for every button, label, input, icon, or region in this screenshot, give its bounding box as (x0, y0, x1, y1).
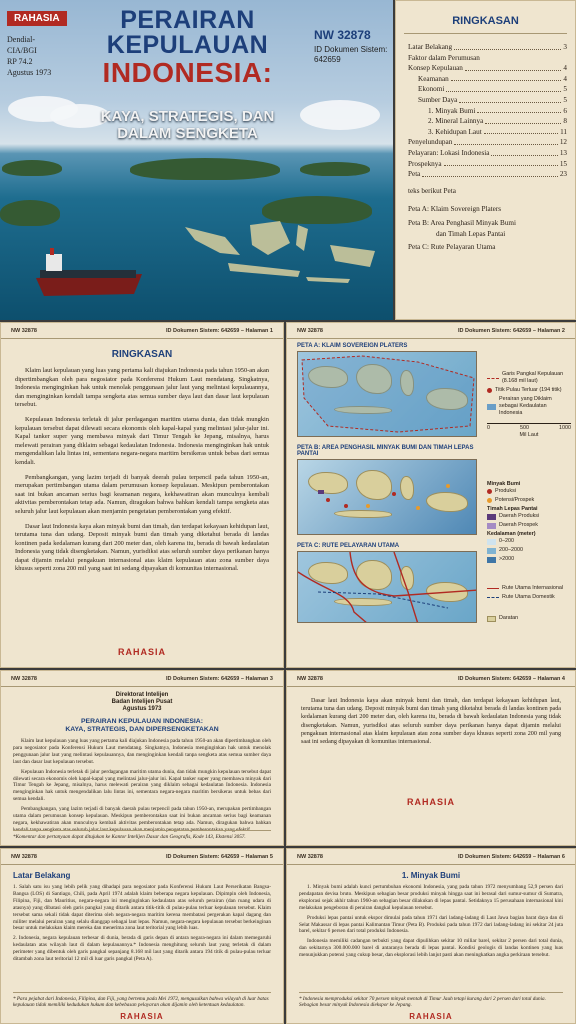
toc-item-page: 3 (563, 43, 567, 51)
legend-item (487, 396, 571, 417)
swatch-icon (487, 548, 496, 554)
page-nw: NW 32878 (297, 328, 323, 334)
toc-leader (465, 63, 562, 71)
page-doc-id: ID Dokumen Sistem: 642659 – Halaman 1 (166, 328, 273, 334)
shipping-routes (298, 552, 477, 623)
classification-stamp: RAHASIA (117, 647, 166, 657)
island (130, 158, 280, 180)
page-nw: NW 32878 (297, 854, 323, 860)
map-b-legend (487, 481, 571, 565)
production-markers (298, 460, 477, 535)
toc-item-label: Pelayaran: Lokasi Indonesia (408, 148, 490, 157)
toc-item-label: Prospeknya (408, 159, 442, 168)
document-number: NW 32878 (314, 28, 371, 42)
toc-item-page: 6 (563, 106, 567, 115)
legend-label: Daerah Produksi (499, 513, 540, 519)
swatch-icon (487, 539, 496, 545)
footnote: * Indonesia memproduksi sekitar 70 persen minyak mentah di Timur Jauh tetapi kurang dari 2 persen dari total dunia. Sebagian besar minyak Indonesia diekspor ke Jepang. (299, 992, 563, 1009)
agency-line: Agustus 1973 (122, 706, 162, 712)
doc-id-value: 642659 (314, 55, 341, 64)
cover-subtitle-line: DALAM SENGKETA (117, 125, 258, 142)
doc-id-label: ID Dokumen Sistem: (314, 45, 388, 54)
toc-leader (484, 127, 558, 135)
page-header (1, 671, 283, 687)
paragraph: Kepulauan Indonesia terletak di jalur perdagangan maritim utama dunia, dan tidak mungkin kepulauan tersebut dapat dilewati secara ekonomis oleh kapal-kapal yang melintasi jalur-jalur ini. Kapal tanker super yang membawa minyak dari Timur Tengah ke Jepang, misalnya, harus melewati perairan yang diklaim sebagai kedaulatan Indonesia. Indonesia menginginkan hak untuk mengendalikan lalu lintas ini, sementara negara-negara maritim bersikeras untuk bebas dari semua kendali. (15, 415, 269, 466)
toc-leader (422, 169, 557, 177)
toc-item[interactable] (396, 63, 575, 74)
system-document-id (314, 45, 392, 65)
paragraph: Pembangkangan, yang lazim terjadi di banyak deerah pulau terpencil pada tahun 1950-an, merupakan pertimbangan utama dalam perumusan konsep kepulauan. Meskipun pemberontakan saat ini bukan ancaman serius bagi keamanan negara, kekhawatiran akan munculnya kembali aktivitas pemberontakan tetap ada. Namun, diragukan bahwa bahkan kendali tampa sengketa atas seluruh jalur laut kepulauan akan menjamin pengetatan pemberontakan yang efektif. (15, 473, 269, 515)
page-doc-id: ID Dokumen Sistem: 642659 – Halaman 3 (166, 676, 273, 682)
table-of-contents (395, 0, 576, 320)
toc-follow-label: teks berikut Peta (408, 186, 456, 195)
legend-heading: Timah Lepas Pantai (487, 506, 538, 512)
island (0, 200, 60, 226)
swatch-icon (487, 557, 496, 563)
legend-item (487, 513, 571, 520)
toc-item-label: Ekonomi (418, 85, 445, 94)
toc-item-page: 13 (559, 148, 567, 157)
toc-item[interactable] (396, 95, 575, 106)
toc-item-page: 4 (563, 74, 567, 83)
map-c-legend (487, 585, 571, 624)
paragraph: Dasar laut Indonesia kaya akan minyak bumi dan timah, dan terdapat kekayaan kehidupan laut, terutama tuna dan udang. Deposit minyak bumi dan timah yang diketahui berada di landas kontinen pada kedalaman kurang dari 200 meter dan, oleh karena itu, berada di bawah kedaulatan Indonesia yang tidak disengketakan. Namun, yurisdiksi atas seluruh sumber daya perikanan hanya dapat dijamin melalui pengakuan internasional atas klaim kepulauan atau zona sumber daya khusus seperti zona 200 mil yang saat ini sedang dipayakan di komunitas internasional. (15, 522, 269, 573)
scale-unit: Mil Laut (519, 432, 539, 438)
page-doc-id: ID Dokumen Sistem: 642659 – Halaman 4 (458, 676, 565, 682)
cover-subtitle-line: KAYA, STRATEGIS, DAN (100, 108, 275, 125)
scale-tick: 500 (520, 425, 529, 431)
swatch-icon (487, 514, 496, 520)
paragraph: Klaim laut kepulauan yang luas yang pertama kali diajukan Indonesia pada tahun 1950-an akan dipertimbangkan oleh para negosiator pada Konferensi Hukum Laut mendatang. Singkatnya, Indonesia menginginkan hak untuk menolak penggunaan jalur laut yang melintasi kepulauannya, dan menginginkan kendali tampa sengketa atas semua sumber daya laut dan dasar laut kepulauan tersebut. (15, 367, 270, 409)
page-nw: NW 32878 (297, 676, 323, 682)
scale-bar (487, 423, 571, 432)
toc-item-label: Penyelundupan (408, 138, 453, 147)
legend-label: Daratan (499, 615, 519, 621)
classification-stamp: RAHASIA (409, 1012, 453, 1021)
toc-item-label: Keamanan (418, 74, 449, 83)
cloud (300, 100, 380, 130)
toc-item[interactable] (396, 127, 575, 138)
toc-item-page: 4 (563, 64, 567, 73)
legend-item (487, 615, 571, 622)
paragraph: 1. Minyak bumi adalah kunci pertumbuhan ekonomi Indonesia, yang pada tahun 1972 menyumbang 52,9 persen dari pendapatan devisa bruto. Meskipun sebagian besar produksi minyak hingga saat ini berasal dari sumur-sumur di Sumatra, eksplorasi sejak akhir tahun 1960-an sebagian besar dilakukan di lepas pantai. Setidaknya 15 perusahaan internasional kini melakukan pengeboran di perairan dangkal kepulauan tersebut. (299, 884, 563, 911)
legend-item (487, 522, 571, 529)
title-line: KAYA, STRATEGIS, DAN DIPERSENGKETAKAN (65, 726, 219, 733)
toc-list (396, 42, 575, 180)
footnote: * Para pejabat dari Indonesia, Filipina, dan Fiji, yang bertemu pada Mei 1972, mengusulkan bahwa wilayah di luar batas kepulauan tidak memiliki kedudukan hukum dan kebebasan pelayaran akan dijamin oleh ketentuan kedaulatan. (13, 992, 271, 1009)
toc-map-item[interactable]: dan Timah Lepas Pantai (436, 229, 506, 238)
point-icon (487, 489, 492, 494)
page-header (1, 849, 283, 865)
swatch-icon (487, 404, 496, 410)
reference-line: RP 74.2 (7, 57, 33, 66)
paragraph: Dasar laut Indonesia kaya akan minyak bumi dan timah, dan terdapat kekayaan kehidupan laut, terutama tuna dan udang. Deposit minyak bumi dan timah yang diketahui berada di landas kontinen pada kedalaman kurang dari 200 meter dan, oleh karena itu, berada di bawah kedaulatan Indonesia yang tidak disengketakan. Namun, yurisdiksi atas seluruh sumber daya perikanan hanya dapat dijamin melalui pengakuan internasional atas klaim kepulauan atau zona sumber daya khusus seperti zona 200 mil yang saat ini sedang dipayakan di komunitas internasional. (301, 698, 561, 746)
scale-tick: 1000 (559, 425, 571, 431)
swatch-icon (487, 616, 496, 622)
legend-heading: Minyak Bumi (487, 481, 521, 487)
legend-item (487, 556, 571, 563)
page-title: RINGKASAN (111, 349, 173, 360)
page-nw: NW 32878 (11, 676, 37, 682)
legend-label: Daerah Prospek (499, 522, 538, 528)
toc-leader (459, 95, 561, 103)
toc-item-page: 12 (559, 138, 567, 147)
toc-map-item[interactable]: Peta C: Rute Pelayaran Utama (408, 243, 496, 252)
toc-item[interactable] (396, 74, 575, 85)
agency-line: Direktorat Intelijen (115, 692, 169, 698)
page-5-background (0, 848, 284, 1024)
toc-item[interactable] (396, 42, 575, 53)
tanker-ship (34, 248, 144, 300)
agency-block (1, 692, 283, 713)
legend-heading: Kedalaman (meter) (487, 531, 536, 537)
toc-item-page: 5 (563, 95, 567, 104)
toc-item-page: 15 (559, 159, 567, 168)
paragraph: Indonesia memiliki cadangan terbukti yang dapat dipulihkan sekitar 10 miliar barel, sekitar 2 persen dari total dunia, dan sekitarnya 300.000.000 barel di antaranya berada di lepas pantai. Kondisi geologis di landas kontinen yang luas menunjukkan potensi yang cukup besar, dan eksplorasi lebih lanjut pasti akan meningkatkan angka perkiraan tersebut. (299, 938, 563, 959)
map-c (297, 551, 477, 623)
toc-item-label: Latar Belakang (408, 43, 453, 51)
reference-line: Dendial- (7, 35, 35, 44)
footnote: *Komentar dan pertanyaan dapat ditujukan ke Kantor Intelijen Dasar dan Geografis, Kode 143, Ekstensi 3057. (13, 830, 271, 841)
toc-item[interactable] (396, 116, 575, 127)
toc-item[interactable] (396, 53, 575, 64)
toc-item[interactable] (396, 159, 575, 170)
legend-label: 200–2000 (499, 547, 523, 553)
toc-leader (446, 84, 561, 92)
cover-title (70, 8, 305, 88)
toc-map-item[interactable]: Peta B: Area Penghasil Minyak Bumi (408, 218, 517, 227)
toc-leader (477, 106, 561, 114)
section-title: Latar Belakang (13, 871, 71, 880)
toc-item[interactable] (396, 84, 575, 95)
legend-label: Potensi/Prospek (495, 497, 535, 503)
legend-item (487, 538, 571, 545)
point-icon (487, 498, 492, 503)
route-line-icon (487, 597, 499, 598)
classification-stamp: RAHASIA (406, 797, 455, 807)
page-6-petroleum (286, 848, 576, 1024)
toc-item[interactable] (396, 137, 575, 148)
page-4 (286, 670, 576, 846)
toc-item-page: 11 (560, 127, 567, 136)
reference-line: CIA/BGI (7, 46, 37, 55)
route-line-icon (487, 588, 499, 589)
legend-item (487, 497, 571, 504)
page-nw: NW 32878 (11, 328, 37, 334)
toc-title: RINGKASAN (404, 15, 567, 34)
page-header (287, 323, 575, 339)
legend-item (487, 547, 571, 554)
classification-stamp: RAHASIA (120, 1012, 164, 1021)
island (300, 162, 370, 176)
paragraph: Klaim laut kepulauan yang luas yang pertama kali diajukan Indonesia pada tahun 1950-an akan dipertimbangkan oleh para negosiator pada Konferensi Hukum Laut mendatang. Singkatnya, Indonesia menginginkan hak untuk menolak penggunaan jalur laut yang melintasi kepulauannya, dan menginginkan kendali tanpa sengketa atas semua sumber daya laut dan dasar laut kepulauan tersebut. (13, 738, 271, 765)
page-1-summary (0, 322, 284, 668)
legend-item (487, 488, 571, 495)
map-a (297, 351, 477, 437)
point-icon (487, 388, 492, 393)
toc-leader (491, 148, 557, 156)
page-nw: NW 32878 (11, 854, 37, 860)
swatch-icon (487, 523, 496, 529)
legend-label: Garis Pangkal Kepulauan (8.168 mil laut) (502, 371, 564, 384)
section-title: 1. Minyak Bumi (401, 871, 461, 880)
toc-item[interactable] (396, 169, 575, 180)
legend-label: >2000 (499, 556, 515, 562)
page-2-maps (286, 322, 576, 668)
toc-item-page: 23 (559, 170, 567, 179)
legend-label: Perairan yang Diklaim sebagai Kedaulatan Indonesia (499, 396, 552, 416)
paragraph: Produksi lepas pantai untuk ekspor dimulai pada tahun 1971 dari ladang-ladang di Laut Jawa bagian barat daya dan di Selat Makassar di lepas pantai Kalimantan Timur (Peta B). Produksi pada tahun 1972 dari ladang-ladang ini sekitar 24 juta barel, sekitar 6 persen dari total produksi Indonesia. (299, 914, 563, 935)
toc-item-label: Sumber Daya (418, 95, 458, 104)
toc-item-label: 2. Mineral Lainnya (428, 117, 484, 126)
toc-item[interactable] (396, 106, 575, 117)
page-doc-id: ID Dokumen Sistem: 642659 – Halaman 5 (166, 854, 273, 860)
island (2, 160, 62, 176)
dashed-line-icon (487, 378, 499, 379)
toc-item[interactable] (396, 148, 575, 159)
legend-item (487, 585, 571, 592)
toc-item-label: Faktor dalam Perumusan (408, 53, 480, 62)
toc-item-label: Peta (408, 170, 421, 179)
page-header (1, 323, 283, 339)
legend-label: Produksi (495, 488, 516, 494)
toc-leader (454, 42, 561, 50)
toc-map-list (396, 204, 575, 252)
paragraph: Pembangkangan, yang lazim terjadi di banyak daerah pulau terpencil pada tahun 1950-an, merupakan pertimbangan utama dalam perumusan konsep kepulauan. Meskipun pemberontakan saat ini bukan ancaman serius bagi keamanan negara, kekhawatiran akan munculnya kembali aktivitas pemberontakan tetap ada. Namun, diragukan bahwa bahkan kendali tanpa sengketa atas seluruh jalur laut kepulauan akan menjamin pengetatan pemberontakan yang efektif. (13, 806, 271, 833)
paragraph: 2. Indonesia, negara kepulauan terbesar di dunia, berada di garis depan di antara negara-negara ini dalam memegaruhi kedaulatan atas wilayah laut di dalam kepulauannya.* Indonesia menghitung seluruh laut yang terletak di dalam perimeter yang dibentuk oleh garis pangkal sepanjang 8.168 mil laut yang ditarik antara 194 titik di pulau-pulau terluar ditambah zona laut teritorial 12 mil di luar garis pangkal (Peta A). (13, 935, 271, 963)
page-doc-id: ID Dokumen Sistem: 642659 – Halaman 6 (458, 854, 565, 860)
toc-leader (451, 74, 562, 82)
legend-label: Rute Utama Internasional (502, 585, 564, 591)
toc-leader (454, 137, 557, 145)
page-header (287, 671, 575, 687)
toc-item-page: 8 (563, 117, 567, 126)
legend-label: Titik Pulau Terluar (194 titik) (495, 387, 562, 393)
toc-leader (444, 159, 558, 167)
map-a-legend (487, 371, 571, 439)
paragraph: 1. Salah satu isu yang lebih pelik yang dihadapi para negosiator pada Konferensi Hukum Laut Perserikatan Bangsa-Bangsa (LOS) di Santiago, Chili, pada April 1974 adalah klaim beberapa negara kepulauan. Dipimpin oleh Indonesia, Filipina, Fiji, dan Mauritius, negara-negara ini menginginkan kedaulatan atas seluruh perairan (dan ruang udara di atasnya) yang dibatasi oleh garis pangkal yang ditarik antara titik-titik di pulau-pulau terluar kepulauan tersebut. Klaim tersebut sama sekali tidak dapat diterima oleh negara-negara maritim kerena membatasi pergerakan kapal dagang dan militer melalui perairan yang selalu dianggap sebagai laut lepas. Namun, negara-negara kepulauan tersebut berkeinginan besar untuk melakukan klaim mereka dan menerima zona laut teritorial yang lebih luas. (13, 884, 271, 932)
cover-title-line: PERAIRAN (120, 8, 255, 34)
classification-badge: RAHASIA (7, 11, 67, 26)
map-a-title: PETA A: KLAIM SOVEREIGN PLATERS (297, 343, 408, 349)
toc-item-label: 3. Kehidupan Laut (428, 127, 482, 136)
legend-label: 0–200 (499, 538, 514, 544)
reference-line: Agustus 1973 (7, 68, 52, 77)
cover-title-line: INDONESIA: (102, 57, 273, 88)
toc-leader (485, 116, 561, 124)
page-title (1, 718, 283, 734)
cover-title-line: KEPULAUAN (106, 31, 269, 59)
cover-page (0, 0, 393, 320)
legend-label: Rute Utama Domestik (502, 594, 555, 600)
legend-item (487, 387, 571, 394)
map-c-title: PETA C: RUTE PELAYARAN UTAMA (297, 543, 400, 549)
paragraph: Kepulauan Indonesia terletak di jalur perdagangan maritim utama dunia, dan tidak mungkin kepulauan tersebut dapat dilewati secara ekonomis oleh kapal-kapal yang melintasi jalur-jalur ini. Kapal tanker super yang membawa minyak dari Timur Tengah ke Jepang, misalnya, harus melewati perairan yang diklaim sebagai kedaulatan Indonesia. Indonesia menginginkan hak untuk mengendalikan lalu lintas ini, sementara negara-negara maritim bersikeras untuk bebas dari semua kendali. (13, 768, 271, 803)
legend-item (487, 594, 571, 601)
cover-subtitle (70, 108, 305, 142)
toc-item-label: 1. Minyak Bumi (428, 106, 476, 115)
legend-item (487, 371, 571, 385)
baseline-overlay (298, 352, 477, 437)
toc-item-page: 5 (563, 85, 567, 94)
page-doc-id: ID Dokumen Sistem: 642659 – Halaman 2 (458, 328, 565, 334)
map-b-title: PETA B: AREA PENGHASIL MINYAK BUMI DAN TIMAH LEPAS PANTAI (297, 445, 474, 457)
archipelago-map-overlay (180, 215, 380, 290)
page-header (287, 849, 575, 865)
map-b (297, 459, 477, 535)
document-reference (7, 34, 67, 78)
scale-tick: 0 (487, 425, 490, 431)
agency-line: Badan Intelijen Pusat (111, 699, 173, 705)
title-line: PERAIRAN KEPULAUAN INDONESIA: (81, 718, 203, 725)
toc-map-item[interactable]: Peta A: Klaim Sovereign Platers (408, 205, 502, 214)
toc-item-label: Konsep Kepulauan (408, 64, 463, 73)
page-3-intro (0, 670, 284, 846)
